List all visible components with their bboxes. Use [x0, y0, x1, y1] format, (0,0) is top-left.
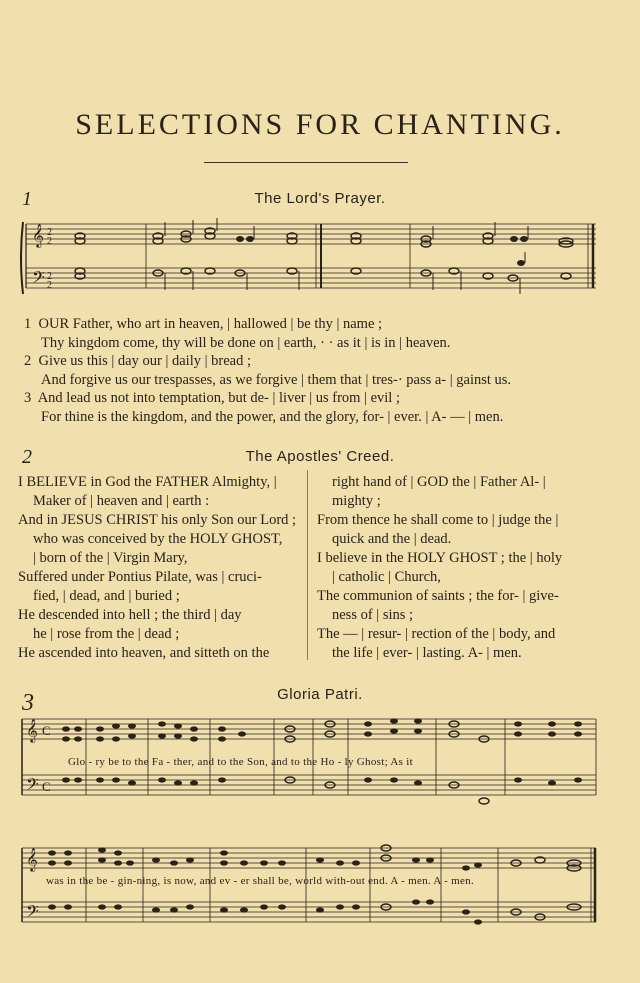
section-title-gloria-patri: Gloria Patri.: [277, 686, 363, 703]
svg-text:2: 2: [47, 280, 52, 291]
creed-line: fied, | dead, and | buried ;: [33, 588, 180, 604]
verse-1-line-1: [24, 315, 511, 334]
gloria-lyrics-line-2: was in the be - gin-ning, is now, and ev - er shall be, world with-out end. A - men. A - men.: [46, 875, 475, 887]
creed-left-column: [18, 473, 296, 663]
verse-text: And lead us not into temptation, but de- | liver | us from | evil ;: [37, 390, 400, 406]
svg-text:C: C: [42, 779, 51, 794]
verse-text: Give us this | day our | daily | bread ;: [38, 353, 251, 369]
verse-1-line-2: Thy kingdom come, thy will be done on | earth, · · as it | is in | heaven.: [41, 334, 451, 351]
verse-3-line-1: [24, 389, 511, 408]
section-number-1: 1: [22, 188, 32, 210]
creed-line: I BELIEVE in God the FATHER Almighty, |: [18, 474, 277, 490]
column-divider: [307, 470, 308, 660]
svg-text:𝄞: 𝄞: [26, 718, 38, 742]
page-title: SELECTIONS FOR CHANTING.: [75, 108, 565, 141]
svg-text:C: C: [42, 723, 51, 738]
section-number-3: 3: [22, 690, 34, 716]
svg-text:𝄢: 𝄢: [26, 901, 39, 925]
creed-line: The — | resur- | rection of the | body, and: [317, 626, 556, 642]
section-title-lords-prayer: The Lord's Prayer.: [254, 190, 386, 207]
title-rule: [204, 162, 408, 163]
creed-line: mighty ;: [332, 493, 381, 509]
creed-line: | born of the | Virgin Mary,: [33, 550, 188, 566]
creed-line: From thence he shall come to | judge the |: [317, 512, 559, 528]
svg-text:𝄢: 𝄢: [26, 774, 39, 798]
verse-number: 1: [24, 316, 32, 332]
gloria-staff-2: [18, 832, 600, 950]
creed-line: He descended into hell ; the third | day: [18, 607, 242, 623]
verse-2-line-2: And forgive us our trespasses, as we forgive | them that | tres-· pass a- | gainst us.: [41, 371, 512, 388]
creed-line: Suffered under Pontius Pilate, was | cruci-: [18, 569, 262, 585]
creed-line: I believe in the HOLY GHOST ; the | holy: [317, 550, 563, 566]
creed-line: he | rose from the | dead ;: [33, 626, 180, 642]
creed-line: quick and the | dead.: [332, 531, 452, 547]
creed-line: Maker of | heaven and | earth :: [33, 493, 210, 509]
creed-line: right hand of | GOD the | Father Al- |: [332, 474, 546, 490]
creed-line: the life | ever- | lasting. A- | men.: [332, 645, 522, 661]
section-title-apostles-creed: The Apostles' Creed.: [245, 448, 395, 465]
verse-number: 2: [24, 353, 32, 369]
creed-line: The communion of saints ; the for- | give-: [317, 588, 559, 604]
creed-line: He ascended into heaven, and sitteth on the: [18, 645, 270, 661]
creed-right-column: [317, 473, 562, 663]
svg-text:2: 2: [47, 271, 52, 282]
svg-text:𝄢: 𝄢: [32, 267, 45, 291]
creed-line: ness of | sins ;: [332, 607, 414, 623]
chant-staff-1: [18, 218, 600, 298]
creed-line: And in JESUS CHRIST his only Son our Lord ;: [18, 512, 297, 528]
lords-prayer-verses: [24, 315, 511, 426]
svg-text:2: 2: [47, 227, 52, 238]
svg-text:𝄞: 𝄞: [32, 223, 44, 247]
verse-3-line-2: For thine is the kingdom, and the power, and the glory, for- | ever. | A- — | men.: [41, 408, 504, 425]
creed-line: who was conceived by the HOLY GHOST,: [33, 531, 283, 547]
svg-text:2: 2: [47, 236, 52, 247]
section-number-2: 2: [22, 446, 32, 468]
creed-line: | catholic | Church,: [332, 569, 441, 585]
verse-text: OUR Father, who art in heaven, | hallowed | be thy | name ;: [38, 316, 383, 332]
svg-text:𝄞: 𝄞: [26, 847, 38, 871]
gloria-lyrics-line-1: Glo - ry be to the Fa - ther, and to the Son, and to the Ho - ly Ghost; As it: [68, 756, 413, 768]
verse-2-line-1: [24, 352, 511, 371]
verse-number: 3: [24, 390, 32, 406]
